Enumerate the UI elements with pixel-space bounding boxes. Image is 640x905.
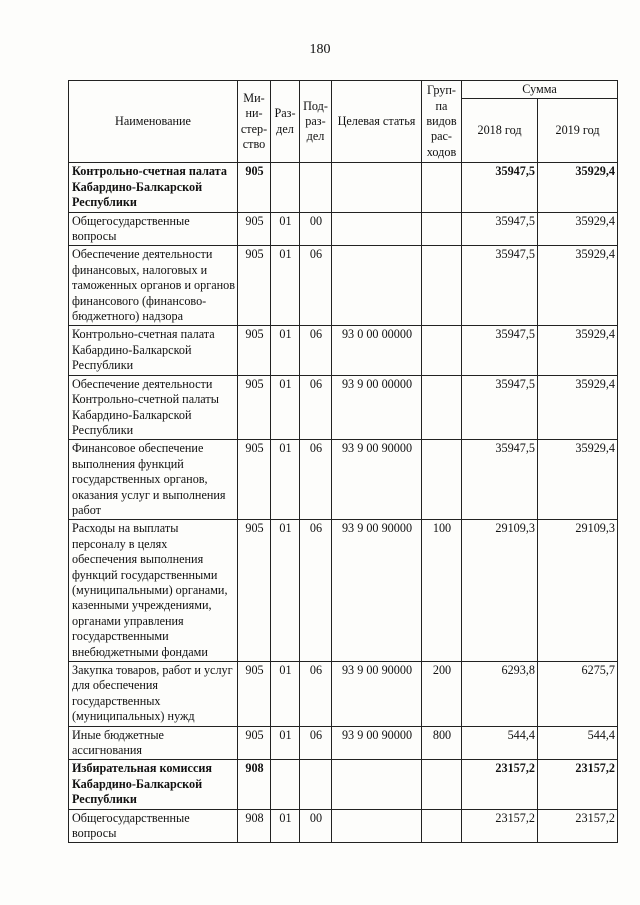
row-ministry-code: 905 xyxy=(238,212,271,246)
row-sum-2019: 35929,4 xyxy=(538,440,618,520)
row-subsection-code: 06 xyxy=(300,440,332,520)
header-2018: 2018 год xyxy=(462,99,538,163)
row-ministry-code: 905 xyxy=(238,246,271,326)
row-sum-2019: 35929,4 xyxy=(538,246,618,326)
row-section-code: 01 xyxy=(271,662,300,727)
row-sum-2018: 35947,5 xyxy=(462,440,538,520)
header-group: Груп-па видов рас-ходов xyxy=(422,81,462,163)
row-subsection-code: 00 xyxy=(300,809,332,843)
header-target: Целевая статья xyxy=(332,81,422,163)
row-name: Обеспечение деятельности финансовых, налоговых и таможенных органов и органов финансового (финансово-бюджетного) надзора xyxy=(69,246,238,326)
budget-table xyxy=(68,80,618,843)
table-body xyxy=(69,163,618,843)
row-ministry-code: 908 xyxy=(238,760,271,809)
row-name: Обеспечение деятельности Контрольно-счетной палаты Кабардино-Балкарской Республики xyxy=(69,375,238,440)
table-row xyxy=(69,760,618,809)
row-target-article xyxy=(332,246,422,326)
row-subsection-code: 00 xyxy=(300,212,332,246)
header-section: Раз-дел xyxy=(271,81,300,163)
row-subsection-code: 06 xyxy=(300,246,332,326)
row-section-code: 01 xyxy=(271,809,300,843)
row-name: Контрольно-счетная палата Кабардино-Балкарской Республики xyxy=(69,163,238,212)
row-sum-2019: 23157,2 xyxy=(538,809,618,843)
row-sum-2018: 35947,5 xyxy=(462,163,538,212)
header-sum: Сумма xyxy=(462,81,618,99)
header-subsection: Под-раз-дел xyxy=(300,81,332,163)
row-section-code xyxy=(271,760,300,809)
row-section-code: 01 xyxy=(271,326,300,375)
row-subsection-code: 06 xyxy=(300,662,332,727)
row-target-article: 93 9 00 00000 xyxy=(332,375,422,440)
row-expense-group xyxy=(422,440,462,520)
row-name: Контрольно-счетная палата Кабардино-Балкарской Республики xyxy=(69,326,238,375)
row-section-code: 01 xyxy=(271,520,300,662)
row-expense-group xyxy=(422,326,462,375)
row-expense-group xyxy=(422,212,462,246)
row-section-code: 01 xyxy=(271,726,300,760)
row-expense-group xyxy=(422,163,462,212)
row-sum-2018: 23157,2 xyxy=(462,809,538,843)
row-subsection-code: 06 xyxy=(300,326,332,375)
row-section-code xyxy=(271,163,300,212)
table-row xyxy=(69,246,618,326)
row-section-code: 01 xyxy=(271,440,300,520)
row-name: Иные бюджетные ассигнования xyxy=(69,726,238,760)
row-name: Финансовое обеспечение выполнения функций государственных органов, оказания услуг и выполнения работ xyxy=(69,440,238,520)
row-sum-2018: 35947,5 xyxy=(462,246,538,326)
row-target-article xyxy=(332,163,422,212)
table-row xyxy=(69,809,618,843)
row-ministry-code: 905 xyxy=(238,326,271,375)
table-row xyxy=(69,520,618,662)
row-subsection-code xyxy=(300,760,332,809)
row-target-article xyxy=(332,212,422,246)
row-ministry-code: 908 xyxy=(238,809,271,843)
row-name: Общегосударственные вопросы xyxy=(69,212,238,246)
row-expense-group xyxy=(422,246,462,326)
row-expense-group xyxy=(422,809,462,843)
row-section-code: 01 xyxy=(271,212,300,246)
row-target-article xyxy=(332,809,422,843)
header-2019: 2019 год xyxy=(538,99,618,163)
row-expense-group: 800 xyxy=(422,726,462,760)
row-ministry-code: 905 xyxy=(238,163,271,212)
row-expense-group xyxy=(422,375,462,440)
table-row xyxy=(69,212,618,246)
row-ministry-code: 905 xyxy=(238,440,271,520)
row-target-article xyxy=(332,760,422,809)
row-expense-group: 100 xyxy=(422,520,462,662)
row-expense-group xyxy=(422,760,462,809)
row-expense-group: 200 xyxy=(422,662,462,727)
row-target-article: 93 9 00 90000 xyxy=(332,662,422,727)
row-sum-2019: 35929,4 xyxy=(538,375,618,440)
row-sum-2019: 29109,3 xyxy=(538,520,618,662)
table-header xyxy=(69,81,618,163)
header-name: Наименование xyxy=(69,81,238,163)
row-sum-2018: 35947,5 xyxy=(462,212,538,246)
row-sum-2019: 6275,7 xyxy=(538,662,618,727)
row-sum-2019: 35929,4 xyxy=(538,163,618,212)
table-row xyxy=(69,326,618,375)
row-subsection-code: 06 xyxy=(300,375,332,440)
row-sum-2018: 35947,5 xyxy=(462,375,538,440)
row-section-code: 01 xyxy=(271,375,300,440)
row-subsection-code: 06 xyxy=(300,520,332,662)
row-sum-2019: 544,4 xyxy=(538,726,618,760)
row-sum-2018: 23157,2 xyxy=(462,760,538,809)
page-number: 180 xyxy=(309,42,331,57)
row-sum-2018: 6293,8 xyxy=(462,662,538,727)
row-ministry-code: 905 xyxy=(238,520,271,662)
row-name: Расходы на выплаты персоналу в целях обеспечения выполнения функций государственными (муниципальными) органами, казенными учреждениями, органами управления государственными внебюджетными фондами xyxy=(69,520,238,662)
row-target-article: 93 0 00 00000 xyxy=(332,326,422,375)
row-subsection-code: 06 xyxy=(300,726,332,760)
row-sum-2019: 23157,2 xyxy=(538,760,618,809)
row-ministry-code: 905 xyxy=(238,375,271,440)
table-row xyxy=(69,662,618,727)
header-ministry: Ми-ни-стер-ство xyxy=(238,81,271,163)
table-row xyxy=(69,163,618,212)
row-ministry-code: 905 xyxy=(238,726,271,760)
row-subsection-code xyxy=(300,163,332,212)
row-sum-2018: 29109,3 xyxy=(462,520,538,662)
row-name: Общегосударственные вопросы xyxy=(69,809,238,843)
row-sum-2019: 35929,4 xyxy=(538,326,618,375)
row-name: Избирательная комиссия Кабардино-Балкарской Республики xyxy=(69,760,238,809)
row-sum-2019: 35929,4 xyxy=(538,212,618,246)
row-ministry-code: 905 xyxy=(238,662,271,727)
table-row xyxy=(69,440,618,520)
row-target-article: 93 9 00 90000 xyxy=(332,726,422,760)
table-row xyxy=(69,726,618,760)
row-section-code: 01 xyxy=(271,246,300,326)
table-row xyxy=(69,375,618,440)
row-target-article: 93 9 00 90000 xyxy=(332,440,422,520)
row-sum-2018: 35947,5 xyxy=(462,326,538,375)
row-target-article: 93 9 00 90000 xyxy=(332,520,422,662)
row-sum-2018: 544,4 xyxy=(462,726,538,760)
row-name: Закупка товаров, работ и услуг для обеспечения государственных (муниципальных) нужд xyxy=(69,662,238,727)
